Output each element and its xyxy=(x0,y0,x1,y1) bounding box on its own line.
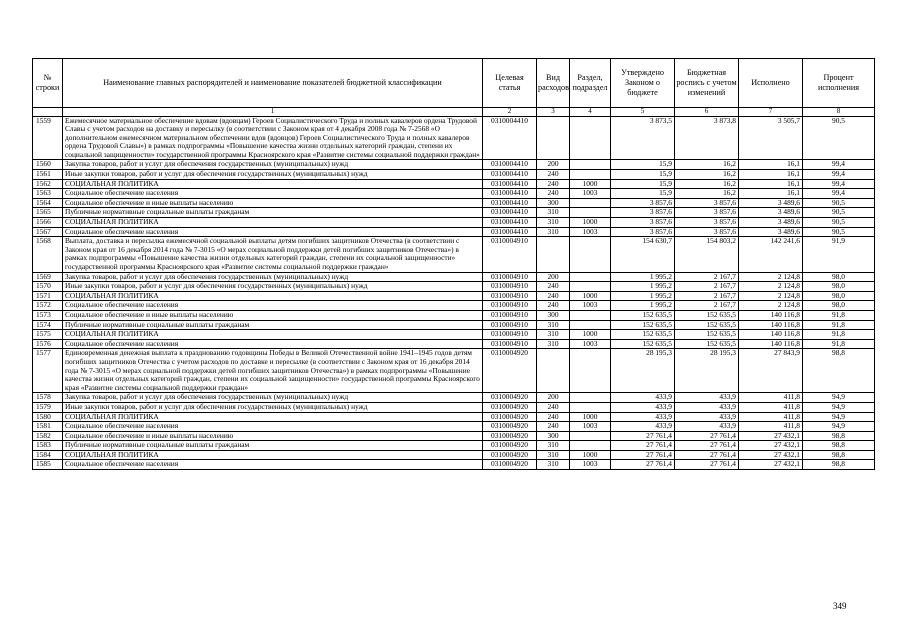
row-number-cell: 1570 xyxy=(33,282,63,292)
name-cell: Социальное обеспечение и иные выплаты населению xyxy=(63,198,483,208)
percent-cell: 91,8 xyxy=(803,310,875,320)
section-cell: 1000 xyxy=(570,179,611,189)
row-number-cell: 1575 xyxy=(33,330,63,340)
section-cell xyxy=(570,272,611,282)
kind-cell: 240 xyxy=(537,189,570,199)
table-row xyxy=(33,237,875,272)
approved-cell: 154 630,7 xyxy=(611,237,675,272)
approved-cell: 27 761,4 xyxy=(611,460,675,470)
approved-cell: 152 635,5 xyxy=(611,330,675,340)
approved-cell: 433,9 xyxy=(611,393,675,403)
target-cell: 0310004920 xyxy=(483,460,537,470)
table-row xyxy=(33,441,875,451)
row-number-cell: 1565 xyxy=(33,208,63,218)
kind-cell: 240 xyxy=(537,291,570,301)
executed-cell: 2 124,8 xyxy=(739,272,803,282)
name-cell: Единовременная денежная выплата к празднованию годовщины Победы в Великой Отечественной войне 1941–1945 годов детям погибших защитников Отечества с учетом расходов по доставке и пересылке (в соответствии с Законом края от 16 декабря 2014 года № 7-3015 «О мерах социальной поддержки детей погибших защитников Отечества») в рамках подпрограммы «Повышение качества жизни отдельных категорий граждан, степени их социальной защищенности» государственной программы Красноярского края «Развитие системы социальной поддержки граждан» xyxy=(63,349,483,393)
kind-cell: 240 xyxy=(537,412,570,422)
table-row xyxy=(33,330,875,340)
kind-cell: 310 xyxy=(537,450,570,460)
kind-cell: 310 xyxy=(537,460,570,470)
budget-cell: 28 195,3 xyxy=(675,349,739,393)
percent-cell: 98,8 xyxy=(803,431,875,441)
section-cell: 1003 xyxy=(570,339,611,349)
target-cell: 0310004910 xyxy=(483,301,537,311)
percent-cell: 98,8 xyxy=(803,460,875,470)
row-number-cell: 1576 xyxy=(33,339,63,349)
section-cell xyxy=(570,441,611,451)
section-cell: 1003 xyxy=(570,301,611,311)
target-cell: 0310004910 xyxy=(483,272,537,282)
kind-cell: 310 xyxy=(537,218,570,228)
section-cell xyxy=(570,310,611,320)
budget-cell: 27 761,4 xyxy=(675,431,739,441)
budget-cell: 27 761,4 xyxy=(675,460,739,470)
approved-cell: 15,9 xyxy=(611,170,675,180)
target-cell: 0310004410 xyxy=(483,208,537,218)
percent-cell: 94,9 xyxy=(803,422,875,432)
column-number: 3 xyxy=(537,108,570,117)
name-cell: СОЦИАЛЬНАЯ ПОЛИТИКА xyxy=(63,450,483,460)
table-row xyxy=(33,460,875,470)
percent-cell: 99,4 xyxy=(803,189,875,199)
executed-cell: 3 505,7 xyxy=(739,116,803,160)
section-cell: 1000 xyxy=(570,412,611,422)
kind-cell: 310 xyxy=(537,339,570,349)
header-name: Наименование главных распорядителей и наименование показателей бюджетной классификации xyxy=(63,59,483,108)
table-row xyxy=(33,349,875,393)
row-number-cell: 1568 xyxy=(33,237,63,272)
kind-cell: 310 xyxy=(537,441,570,451)
name-cell: СОЦИАЛЬНАЯ ПОЛИТИКА xyxy=(63,218,483,228)
kind-cell xyxy=(537,237,570,272)
name-cell: Социальное обеспечение населения xyxy=(63,301,483,311)
executed-cell: 16,1 xyxy=(739,170,803,180)
kind-cell: 240 xyxy=(537,422,570,432)
name-cell: Иные закупки товаров, работ и услуг для обеспечения государственных (муниципальных) нужд xyxy=(63,402,483,412)
section-cell xyxy=(570,116,611,160)
executed-cell: 411,8 xyxy=(739,393,803,403)
executed-cell: 27 432,1 xyxy=(739,460,803,470)
budget-document xyxy=(32,58,874,470)
target-cell: 0310004920 xyxy=(483,450,537,460)
table-row xyxy=(33,116,875,160)
percent-cell: 99,4 xyxy=(803,170,875,180)
budget-cell: 2 167,7 xyxy=(675,301,739,311)
section-cell xyxy=(570,393,611,403)
percent-cell: 91,8 xyxy=(803,339,875,349)
approved-cell: 1 995,2 xyxy=(611,282,675,292)
section-cell xyxy=(570,402,611,412)
approved-cell: 1 995,2 xyxy=(611,301,675,311)
row-number-cell: 1583 xyxy=(33,441,63,451)
section-cell: 1000 xyxy=(570,330,611,340)
column-number: 2 xyxy=(483,108,537,117)
name-cell: Иные закупки товаров, работ и услуг для обеспечения государственных (муниципальных) нужд xyxy=(63,170,483,180)
executed-cell: 411,8 xyxy=(739,422,803,432)
column-number: 1 xyxy=(63,108,483,117)
percent-cell: 98,0 xyxy=(803,301,875,311)
row-number-cell: 1581 xyxy=(33,422,63,432)
column-number-row xyxy=(33,108,875,117)
row-number-cell: 1585 xyxy=(33,460,63,470)
name-cell: Социальное обеспечение и иные выплаты населению xyxy=(63,431,483,441)
table-row xyxy=(33,218,875,228)
executed-cell: 2 124,8 xyxy=(739,291,803,301)
executed-cell: 16,1 xyxy=(739,189,803,199)
executed-cell: 3 489,6 xyxy=(739,218,803,228)
executed-cell: 142 241,6 xyxy=(739,237,803,272)
name-cell: Социальное обеспечение населения xyxy=(63,227,483,237)
row-number-cell: 1562 xyxy=(33,179,63,189)
approved-cell: 152 635,5 xyxy=(611,310,675,320)
budget-cell: 154 803,2 xyxy=(675,237,739,272)
budget-cell: 152 635,5 xyxy=(675,320,739,330)
target-cell: 0310004410 xyxy=(483,170,537,180)
target-cell: 0310004920 xyxy=(483,441,537,451)
name-cell: Закупка товаров, работ и услуг для обеспечения государственных (муниципальных) нужд xyxy=(63,160,483,170)
percent-cell: 90,5 xyxy=(803,198,875,208)
row-number-cell: 1574 xyxy=(33,320,63,330)
table-row xyxy=(33,310,875,320)
target-cell: 0310004410 xyxy=(483,218,537,228)
row-number-cell: 1577 xyxy=(33,349,63,393)
name-cell: Иные закупки товаров, работ и услуг для обеспечения государственных (муниципальных) нужд xyxy=(63,282,483,292)
budget-cell: 3 857,6 xyxy=(675,227,739,237)
section-cell: 1000 xyxy=(570,218,611,228)
section-cell xyxy=(570,349,611,393)
name-cell: Публичные нормативные социальные выплаты гражданам xyxy=(63,441,483,451)
budget-cell: 2 167,7 xyxy=(675,291,739,301)
executed-cell: 16,1 xyxy=(739,160,803,170)
approved-cell: 15,9 xyxy=(611,189,675,199)
name-cell: Закупка товаров, работ и услуг для обеспечения государственных (муниципальных) нужд xyxy=(63,272,483,282)
row-number-cell: 1584 xyxy=(33,450,63,460)
section-cell xyxy=(570,198,611,208)
executed-cell: 2 124,8 xyxy=(739,301,803,311)
approved-cell: 15,9 xyxy=(611,179,675,189)
target-cell: 0310004920 xyxy=(483,349,537,393)
approved-cell: 433,9 xyxy=(611,402,675,412)
table-body xyxy=(33,116,875,470)
table-row xyxy=(33,402,875,412)
executed-cell: 411,8 xyxy=(739,412,803,422)
percent-cell: 91,8 xyxy=(803,330,875,340)
table-row xyxy=(33,282,875,292)
target-cell: 0310004410 xyxy=(483,198,537,208)
kind-cell: 200 xyxy=(537,160,570,170)
name-cell: СОЦИАЛЬНАЯ ПОЛИТИКА xyxy=(63,412,483,422)
column-number: 8 xyxy=(803,108,875,117)
percent-cell: 91,8 xyxy=(803,320,875,330)
budget-cell: 152 635,5 xyxy=(675,330,739,340)
budget-cell: 16,2 xyxy=(675,189,739,199)
kind-cell: 200 xyxy=(537,393,570,403)
header-approved: Утверждено Законом о бюджете xyxy=(611,59,675,108)
header-budget-list: Бюджетная роспись с учетом изменений xyxy=(675,59,739,108)
section-cell xyxy=(570,160,611,170)
percent-cell: 98,8 xyxy=(803,349,875,393)
column-number-blank xyxy=(33,108,63,117)
percent-cell: 90,5 xyxy=(803,208,875,218)
header-target: Целевая статья xyxy=(483,59,537,108)
approved-cell: 1 995,2 xyxy=(611,272,675,282)
name-cell: Социальное обеспечение населения xyxy=(63,189,483,199)
name-cell: СОЦИАЛЬНАЯ ПОЛИТИКА xyxy=(63,291,483,301)
approved-cell: 15,9 xyxy=(611,160,675,170)
budget-cell: 3 873,8 xyxy=(675,116,739,160)
table-row xyxy=(33,422,875,432)
executed-cell: 411,8 xyxy=(739,402,803,412)
table-row xyxy=(33,170,875,180)
approved-cell: 27 761,4 xyxy=(611,431,675,441)
percent-cell: 99,4 xyxy=(803,160,875,170)
percent-cell: 91,9 xyxy=(803,237,875,272)
executed-cell: 140 116,8 xyxy=(739,330,803,340)
target-cell: 0310004910 xyxy=(483,339,537,349)
table-row xyxy=(33,393,875,403)
approved-cell: 3 857,6 xyxy=(611,198,675,208)
target-cell: 0310004910 xyxy=(483,330,537,340)
target-cell: 0310004910 xyxy=(483,310,537,320)
approved-cell: 433,9 xyxy=(611,422,675,432)
approved-cell: 3 857,6 xyxy=(611,227,675,237)
name-cell: Закупка товаров, работ и услуг для обеспечения государственных (муниципальных) нужд xyxy=(63,393,483,403)
budget-cell: 433,9 xyxy=(675,412,739,422)
percent-cell: 99,4 xyxy=(803,179,875,189)
row-number-cell: 1563 xyxy=(33,189,63,199)
header-executed: Исполнено xyxy=(739,59,803,108)
executed-cell: 3 489,6 xyxy=(739,198,803,208)
section-cell xyxy=(570,170,611,180)
header-kind: Вид расходов xyxy=(537,59,570,108)
row-number-cell: 1580 xyxy=(33,412,63,422)
name-cell: Социальное обеспечение населения xyxy=(63,339,483,349)
kind-cell: 310 xyxy=(537,320,570,330)
budget-cell: 433,9 xyxy=(675,393,739,403)
executed-cell: 27 432,1 xyxy=(739,441,803,451)
section-cell: 1000 xyxy=(570,291,611,301)
executed-cell: 3 489,6 xyxy=(739,227,803,237)
section-cell xyxy=(570,431,611,441)
kind-cell: 310 xyxy=(537,227,570,237)
budget-cell: 16,2 xyxy=(675,160,739,170)
budget-cell: 16,2 xyxy=(675,179,739,189)
percent-cell: 98,0 xyxy=(803,282,875,292)
row-number-cell: 1571 xyxy=(33,291,63,301)
row-number-cell: 1564 xyxy=(33,198,63,208)
budget-cell: 152 635,5 xyxy=(675,310,739,320)
budget-cell: 2 167,7 xyxy=(675,282,739,292)
approved-cell: 1 995,2 xyxy=(611,291,675,301)
kind-cell: 240 xyxy=(537,170,570,180)
name-cell: Социальное обеспечение и иные выплаты населению xyxy=(63,310,483,320)
percent-cell: 98,0 xyxy=(803,291,875,301)
kind-cell: 240 xyxy=(537,402,570,412)
percent-cell: 98,8 xyxy=(803,441,875,451)
approved-cell: 27 761,4 xyxy=(611,450,675,460)
kind-cell xyxy=(537,349,570,393)
budget-cell: 3 857,6 xyxy=(675,208,739,218)
percent-cell: 90,5 xyxy=(803,116,875,160)
target-cell: 0310004410 xyxy=(483,160,537,170)
name-cell: Выплата, доставка и пересылка ежемесячной социальной выплаты детям погибших защитников Отечества (в соответствии с Законом края от 16 декабря 2014 года № 7-3015 «О мерах социальной поддержки детей погибших защитников Отечества») в рамках подпрограммы «Повышение качества жизни отдельных категорий граждан, степени их социальной защищенности» государственной программы Красноярского края «Развитие системы социальной поддержки граждан» xyxy=(63,237,483,272)
approved-cell: 152 635,5 xyxy=(611,320,675,330)
row-number-cell: 1569 xyxy=(33,272,63,282)
row-number-cell: 1572 xyxy=(33,301,63,311)
executed-cell: 2 124,8 xyxy=(739,282,803,292)
budget-cell: 152 635,5 xyxy=(675,339,739,349)
target-cell: 0310004910 xyxy=(483,291,537,301)
kind-cell: 240 xyxy=(537,301,570,311)
target-cell: 0310004910 xyxy=(483,282,537,292)
target-cell: 0310004920 xyxy=(483,393,537,403)
target-cell: 0310004410 xyxy=(483,179,537,189)
target-cell: 0310004410 xyxy=(483,116,537,160)
kind-cell: 240 xyxy=(537,179,570,189)
name-cell: Публичные нормативные социальные выплаты гражданам xyxy=(63,208,483,218)
name-cell: СОЦИАЛЬНАЯ ПОЛИТИКА xyxy=(63,179,483,189)
header-section: Раздел, подраздел xyxy=(570,59,611,108)
section-cell: 1003 xyxy=(570,189,611,199)
row-number-cell: 1566 xyxy=(33,218,63,228)
section-cell xyxy=(570,237,611,272)
name-cell: Ежемесячное материальное обеспечение вдовам (вдовцам) Героев Социалистического Труда и полных кавалеров ордена Трудовой Славы с учетом расходов на доставку и пересылку (в соответствии с Законом края от 4 декабря 2008 года № 7-2568 «О дополнительном ежемесячном материальном обеспечении вдов (вдовцов) Героев Социалистического Труда и полных кавалеров ордена Трудовой Славы») в рамках подпрограммы «Повышение качества жизни отдельных категорий граждан, степени их социальной защищенности» государственной программы Красноярского края «Развитие системы социальной поддержки граждан» xyxy=(63,116,483,160)
budget-table xyxy=(32,58,875,470)
section-cell: 1000 xyxy=(570,450,611,460)
approved-cell: 3 873,5 xyxy=(611,116,675,160)
target-cell: 0310004910 xyxy=(483,320,537,330)
kind-cell: 310 xyxy=(537,330,570,340)
section-cell: 1003 xyxy=(570,422,611,432)
approved-cell: 3 857,6 xyxy=(611,218,675,228)
executed-cell: 3 489,6 xyxy=(739,208,803,218)
header-percent: Процент исполнения xyxy=(803,59,875,108)
percent-cell: 98,8 xyxy=(803,450,875,460)
row-number-cell: 1559 xyxy=(33,116,63,160)
target-cell: 0310004920 xyxy=(483,431,537,441)
executed-cell: 16,1 xyxy=(739,179,803,189)
header-row-no: № строки xyxy=(33,59,63,108)
name-cell: Публичные нормативные социальные выплаты гражданам xyxy=(63,320,483,330)
budget-cell: 433,9 xyxy=(675,402,739,412)
column-number: 7 xyxy=(739,108,803,117)
budget-cell: 27 761,4 xyxy=(675,441,739,451)
kind-cell xyxy=(537,116,570,160)
target-cell: 0310004920 xyxy=(483,402,537,412)
kind-cell: 300 xyxy=(537,431,570,441)
section-cell xyxy=(570,282,611,292)
budget-cell: 16,2 xyxy=(675,170,739,180)
kind-cell: 300 xyxy=(537,198,570,208)
percent-cell: 98,0 xyxy=(803,272,875,282)
name-cell: Социальное обеспечение населения xyxy=(63,422,483,432)
header-row xyxy=(33,59,875,108)
column-number: 6 xyxy=(675,108,739,117)
name-cell: Социальное обеспечение населения xyxy=(63,460,483,470)
target-cell: 0310004410 xyxy=(483,227,537,237)
column-number: 4 xyxy=(570,108,611,117)
percent-cell: 94,9 xyxy=(803,402,875,412)
row-number-cell: 1567 xyxy=(33,227,63,237)
approved-cell: 152 635,5 xyxy=(611,339,675,349)
budget-cell: 2 167,7 xyxy=(675,272,739,282)
column-number: 5 xyxy=(611,108,675,117)
executed-cell: 27 432,1 xyxy=(739,431,803,441)
page-number: 349 xyxy=(833,601,847,611)
budget-cell: 27 761,4 xyxy=(675,450,739,460)
executed-cell: 27 843,9 xyxy=(739,349,803,393)
kind-cell: 300 xyxy=(537,310,570,320)
row-number-cell: 1582 xyxy=(33,431,63,441)
section-cell: 1003 xyxy=(570,227,611,237)
target-cell: 0310004920 xyxy=(483,412,537,422)
budget-cell: 433,9 xyxy=(675,422,739,432)
percent-cell: 90,5 xyxy=(803,218,875,228)
executed-cell: 140 116,8 xyxy=(739,310,803,320)
section-cell: 1003 xyxy=(570,460,611,470)
kind-cell: 310 xyxy=(537,208,570,218)
row-number-cell: 1573 xyxy=(33,310,63,320)
target-cell: 0310004920 xyxy=(483,422,537,432)
kind-cell: 200 xyxy=(537,272,570,282)
approved-cell: 433,9 xyxy=(611,412,675,422)
kind-cell: 240 xyxy=(537,282,570,292)
table-row xyxy=(33,189,875,199)
row-number-cell: 1561 xyxy=(33,170,63,180)
target-cell: 0310004410 xyxy=(483,189,537,199)
executed-cell: 140 116,8 xyxy=(739,339,803,349)
row-number-cell: 1578 xyxy=(33,393,63,403)
name-cell: СОЦИАЛЬНАЯ ПОЛИТИКА xyxy=(63,330,483,340)
budget-cell: 3 857,6 xyxy=(675,198,739,208)
row-number-cell: 1579 xyxy=(33,402,63,412)
percent-cell: 90,5 xyxy=(803,227,875,237)
executed-cell: 27 432,1 xyxy=(739,450,803,460)
approved-cell: 27 761,4 xyxy=(611,441,675,451)
row-number-cell: 1560 xyxy=(33,160,63,170)
target-cell: 0310004910 xyxy=(483,237,537,272)
executed-cell: 140 116,8 xyxy=(739,320,803,330)
budget-cell: 3 857,6 xyxy=(675,218,739,228)
approved-cell: 28 195,3 xyxy=(611,349,675,393)
percent-cell: 94,9 xyxy=(803,393,875,403)
approved-cell: 3 857,6 xyxy=(611,208,675,218)
percent-cell: 94,9 xyxy=(803,412,875,422)
